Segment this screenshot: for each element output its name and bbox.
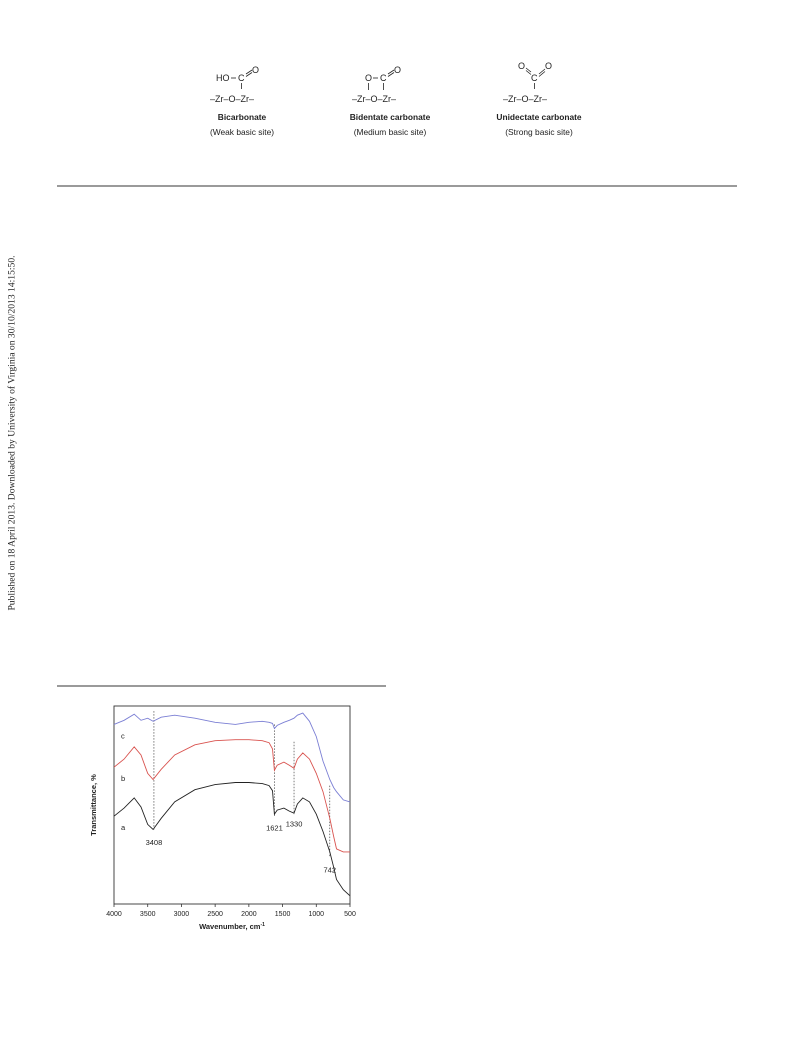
download-notice-text: Published on 18 April 2013. Downloaded by University of Virginia on 30/10/2013 14:15:50. xyxy=(6,254,18,611)
bidentate-framework: –Zr–O–Zr– xyxy=(352,94,397,104)
unidentate-framework: –Zr–O–Zr– xyxy=(503,94,548,104)
bidentate-site: (Medium basic site) xyxy=(353,127,427,137)
svg-text:C: C xyxy=(238,73,245,83)
ftir-figure xyxy=(80,698,370,948)
bicarbonate-ho-label: HO xyxy=(216,73,230,83)
structure-bidentate-carbonate xyxy=(320,60,460,150)
svg-text:O: O xyxy=(545,61,553,71)
x-tick-label: 500 xyxy=(344,911,356,918)
bicarbonate-site: (Weak basic site) xyxy=(209,127,275,137)
unidentate-structure-drawing xyxy=(469,60,609,110)
svg-text:O: O xyxy=(365,73,373,83)
x-tick-label: 3000 xyxy=(173,911,190,918)
series-line-b xyxy=(114,740,350,852)
plot-frame xyxy=(114,706,350,904)
x-tick-label: 3500 xyxy=(139,911,156,918)
series-label-b: b xyxy=(121,774,126,784)
svg-text:O: O xyxy=(394,65,402,75)
x-tick-label: 1500 xyxy=(274,911,291,918)
x-tick-label: 2500 xyxy=(207,911,223,918)
x-tick-label: 4000 xyxy=(106,911,122,918)
bicarbonate-structure-drawing xyxy=(172,60,312,110)
peak-label: 1621 xyxy=(266,823,283,833)
structure-unidentate-carbonate xyxy=(469,60,609,150)
x-axis-label: Wavenumber, $cm^{-1}$ xyxy=(199,922,265,931)
ftir-chart xyxy=(80,698,370,948)
svg-text:C: C xyxy=(531,73,538,83)
unidentate-name: Unidectate carbonate xyxy=(496,112,582,122)
series-label-c: c xyxy=(121,731,125,741)
y-axis-label: Transmittance, % xyxy=(89,774,98,836)
bidentate-name: Bidentate carbonate xyxy=(349,112,431,122)
svg-text:O: O xyxy=(252,65,260,75)
series-label-a: a xyxy=(121,823,126,833)
scheme-divider xyxy=(57,185,737,187)
svg-text:C: C xyxy=(380,73,387,83)
peak-label: 1330 xyxy=(285,819,303,829)
svg-text:O: O xyxy=(518,61,526,71)
bicarbonate-framework: –Zr–O–Zr– xyxy=(210,94,255,104)
bicarbonate-name: Bicarbonate xyxy=(217,112,267,122)
download-notice xyxy=(2,240,22,625)
peak-label: 3408 xyxy=(145,837,163,847)
peak-label: 742 xyxy=(323,865,337,875)
figure-divider xyxy=(57,685,386,687)
unidentate-site: (Strong basic site) xyxy=(505,127,573,137)
series-line-c xyxy=(114,713,350,802)
structure-bicarbonate xyxy=(172,60,312,150)
x-tick-label: 1000 xyxy=(308,911,325,918)
x-tick-label: 2000 xyxy=(241,911,257,918)
bidentate-structure-drawing xyxy=(320,60,460,110)
